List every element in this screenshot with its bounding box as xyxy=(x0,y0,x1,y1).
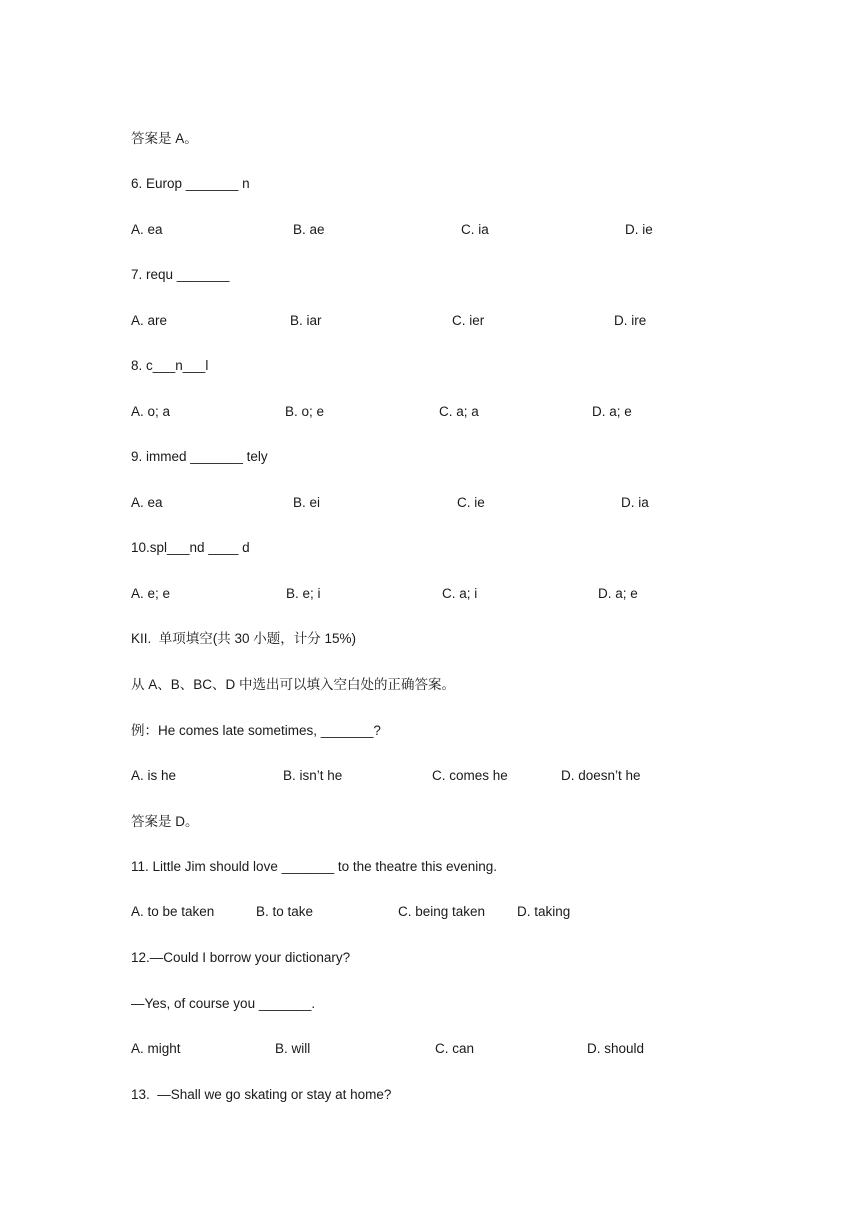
question-7: 7. requ _______ xyxy=(131,267,230,282)
option-d: D. a; e xyxy=(592,404,632,419)
example-answer-a: 答案是 A。 xyxy=(131,131,198,146)
option-c: C. can xyxy=(435,1041,475,1056)
option-d: D. ire xyxy=(614,313,647,328)
option-c: C. ier xyxy=(452,313,485,328)
example-question: 例：He comes late sometimes, _______? xyxy=(131,723,381,738)
example-options xyxy=(131,767,641,785)
option-a: A. might xyxy=(131,1041,181,1056)
option-b: B. ae xyxy=(293,222,325,237)
question-9: 9. immed _______ tely xyxy=(131,449,268,464)
option-c: C. being taken xyxy=(398,904,486,919)
option-d: D. ia xyxy=(621,495,649,510)
option-b: B. o; e xyxy=(285,404,325,419)
question-11-options xyxy=(131,903,571,921)
option-c: C. a; i xyxy=(442,586,478,601)
option-b: B. will xyxy=(275,1041,311,1056)
option-c: C. a; a xyxy=(439,404,479,419)
option-a: A. ea xyxy=(131,495,163,510)
question-10: 10.spl___nd ____ d xyxy=(131,540,250,555)
option-b: B. ei xyxy=(293,495,321,510)
question-9-options xyxy=(131,494,649,512)
section-instruction: 从 A、B、BC、D 中选出可以填入空白处的正确答案。 xyxy=(131,677,456,692)
question-8-options xyxy=(131,403,632,421)
question-8: 8. c___n___l xyxy=(131,358,209,373)
option-d: D. taking xyxy=(517,904,571,919)
question-10-options xyxy=(131,585,638,603)
question-6: 6. Europ _______ n xyxy=(131,176,250,191)
option-d: D. doesn’t he xyxy=(561,768,641,783)
option-d: D. ie xyxy=(625,222,653,237)
option-a: A. o; a xyxy=(131,404,171,419)
option-d: D. should xyxy=(587,1041,645,1056)
option-a: A. are xyxy=(131,313,168,328)
example-answer-d: 答案是 D。 xyxy=(131,814,199,829)
option-a: A. to be taken xyxy=(131,904,215,919)
option-d: D. a; e xyxy=(598,586,638,601)
option-c: C. ia xyxy=(461,222,489,237)
option-a: A. is he xyxy=(131,768,177,783)
option-c: C. comes he xyxy=(432,768,508,783)
question-7-options xyxy=(131,312,647,330)
option-c: C. ie xyxy=(457,495,485,510)
section-title: KII. 单项填空(共 30 小题，计分 15%) xyxy=(131,631,357,646)
question-11: 11. Little Jim should love _______ to the theatre this evening. xyxy=(131,859,497,874)
question-6-options xyxy=(131,221,653,239)
question-12: 12.—Could I borrow your dictionary? xyxy=(131,950,351,965)
question-13: 13. —Shall we go skating or stay at home? xyxy=(131,1087,392,1102)
option-b: B. to take xyxy=(256,904,314,919)
question-12-options xyxy=(131,1040,645,1058)
question-12-reply: —Yes, of course you _______. xyxy=(131,996,316,1011)
option-a: A. e; e xyxy=(131,586,171,601)
option-b: B. iar xyxy=(290,313,322,328)
option-b: B. e; i xyxy=(286,586,321,601)
option-b: B. isn’t he xyxy=(283,768,343,783)
option-a: A. ea xyxy=(131,222,163,237)
